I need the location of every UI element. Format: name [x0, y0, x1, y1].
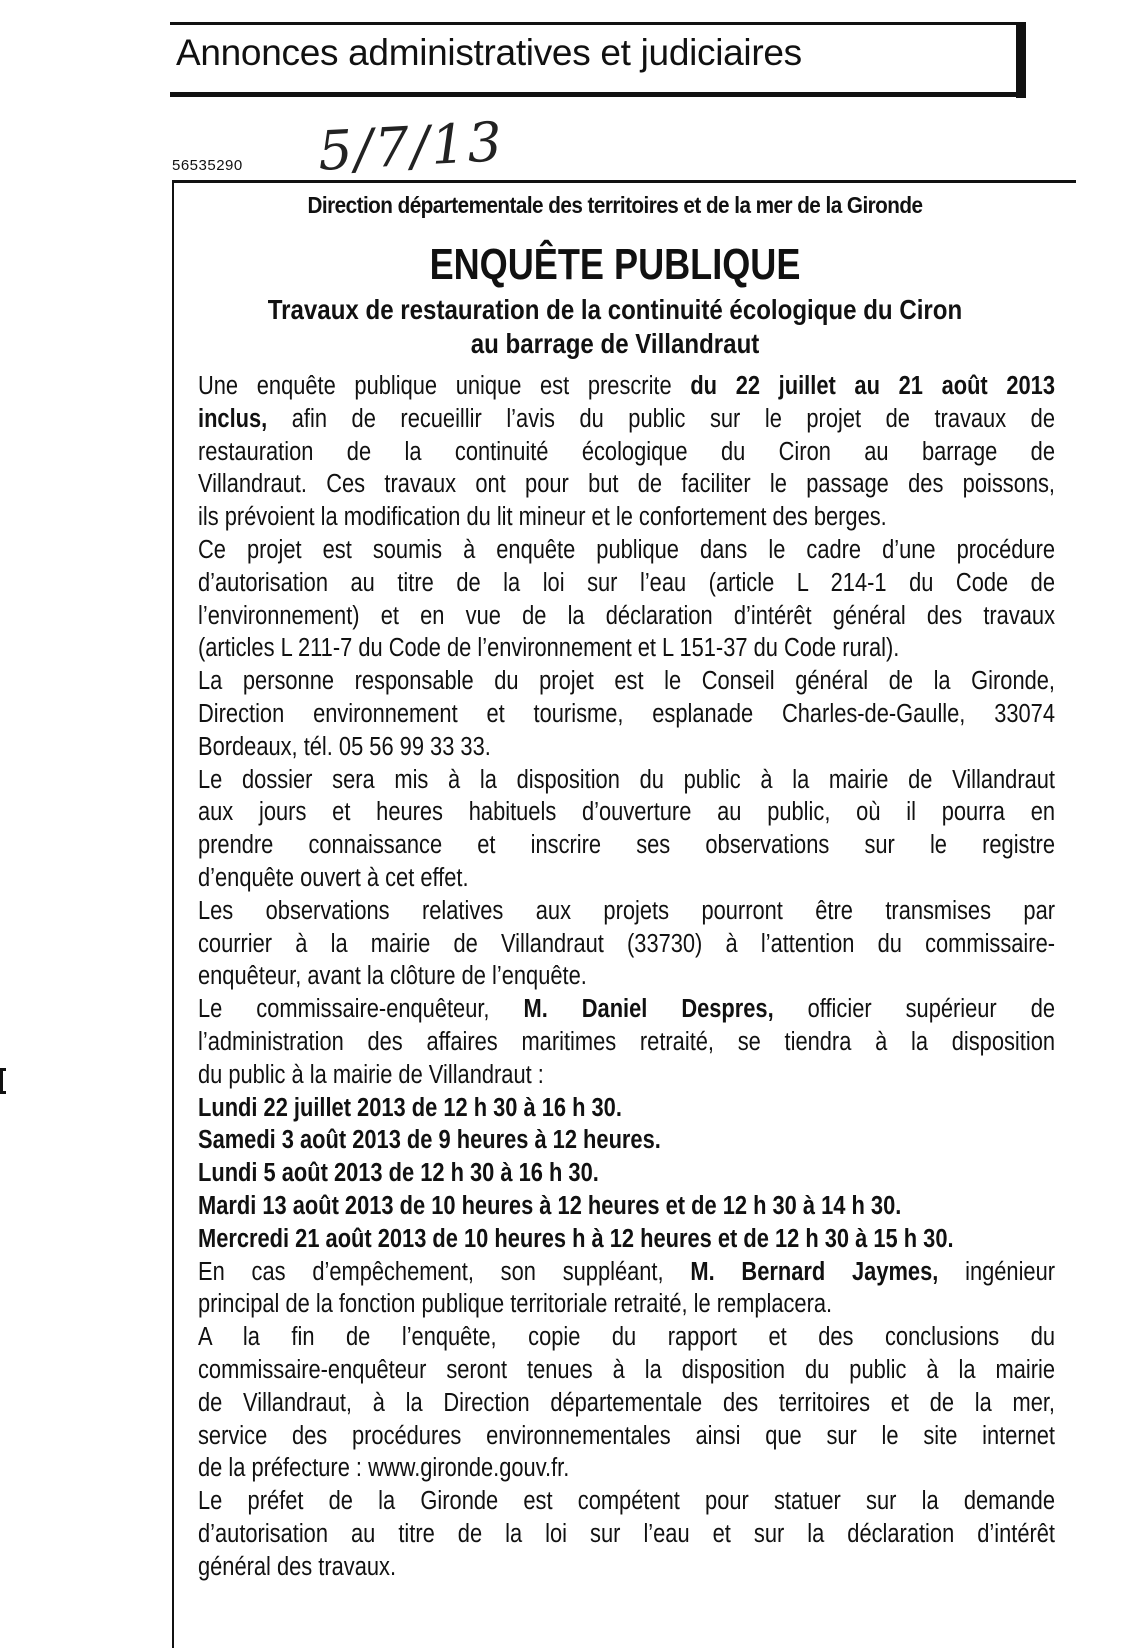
- paragraph-line: Villandraut. Ces travaux ont pour but de faciliter le passage des poissons,: [198, 470, 1055, 499]
- paragraph-line: général des travaux.: [198, 1552, 397, 1581]
- paragraph-line: aux jours et heures habituels d’ouverture au public, où il pourra en: [198, 798, 1055, 827]
- paragraph-line: Le préfet de la Gironde est compétent pour statuer sur la demande: [198, 1487, 1055, 1516]
- paragraph-line: A la fin de l’enquête, copie du rapport et des conclusions du: [198, 1323, 1055, 1352]
- paragraph-line: d’autorisation au titre de la loi sur l’eau (article L 214-1 du Code de: [198, 568, 1055, 597]
- schedule-entry: Lundi 22 juillet 2013 de 12 h 30 à 16 h 30.: [198, 1093, 622, 1122]
- paragraph-line: restauration de la continuité écologique du Ciron au barrage de: [198, 437, 1055, 466]
- paragraph-line: de Villandraut, à la Direction départementale des territoires et de la mer,: [198, 1388, 1055, 1417]
- section-title: Annonces administratives et judiciaires: [176, 32, 802, 73]
- paragraph-line: Le dossier sera mis à la disposition du public à la mairie de Villandraut: [198, 765, 1055, 794]
- paragraph-line: service des procédures environnementales ainsi que sur le site internet: [198, 1421, 1055, 1450]
- handwritten-date: 5/7/13: [316, 110, 506, 183]
- paragraph-line: du public à la mairie de Villandraut :: [198, 1060, 544, 1089]
- paragraph-line: Direction environnement et tourisme, esplanade Charles-de-Gaulle, 33074: [198, 699, 1055, 728]
- issuing-agency: Direction départementale des territoires et de la mer de la Gironde: [307, 192, 923, 218]
- reference-number: 56535290: [172, 157, 243, 174]
- notice-body: [198, 370, 1055, 1583]
- paragraph-line: prendre connaissance et inscrire ses observations sur le registre: [198, 831, 1055, 860]
- subtitle-line-1: Travaux de restauration de la continuité écologique du Ciron: [267, 294, 963, 325]
- paragraph-line: courrier à la mairie de Villandraut (33730) à l’attention du commissaire-: [198, 929, 1055, 958]
- paragraph-line: l’environnement) et en vue de la déclaration d’intérêt général des travaux: [198, 601, 1055, 630]
- scan-edge-mark: [0, 1068, 6, 1094]
- paragraph-line: [198, 370, 1055, 403]
- paragraph-line: [198, 1256, 1055, 1289]
- notice-title: ENQUÊTE PUBLIQUE: [429, 240, 801, 289]
- paragraph-line: commissaire-enquêteur seront tenues à la disposition du public à la mairie: [198, 1355, 1055, 1384]
- paragraph-line: principal de la fonction publique territoriale retraité, le remplacera.: [198, 1290, 833, 1319]
- paragraph-line: Les observations relatives aux projets pourront être transmises par: [198, 896, 1055, 925]
- paragraph-line: de la préfecture : www.gironde.gouv.fr.: [198, 1454, 570, 1483]
- subtitle-line-2: au barrage de Villandraut: [470, 328, 760, 359]
- inquiry-dates: du 22 juillet au 21 août 2013: [690, 372, 1055, 400]
- text-run: ingénieur: [938, 1257, 1056, 1286]
- text-run: Le commissaire-enquêteur,: [198, 995, 524, 1024]
- commissioner-name: M. Daniel Despres,: [523, 995, 774, 1024]
- paragraph-line: ils prévoient la modification du lit mineur et le confortement des berges.: [198, 503, 887, 532]
- paragraph-line: [198, 993, 1055, 1026]
- header-rule: [170, 92, 1026, 97]
- text-run: En cas d’empêchement, son suppléant,: [198, 1257, 691, 1286]
- paragraph-line: La personne responsable du projet est le Conseil général de la Gironde,: [198, 667, 1055, 696]
- paragraph-line: Bordeaux, tél. 05 56 99 33 33.: [198, 732, 491, 761]
- inquiry-dates-inclusive: inclus,: [198, 404, 268, 433]
- paragraph-line: d’enquête ouvert à cet effet.: [198, 863, 469, 892]
- schedule-entry: Mardi 13 août 2013 de 10 heures à 12 heures et de 12 h 30 à 14 h 30.: [198, 1191, 902, 1220]
- paragraph-line: Ce projet est soumis à enquête publique dans le cadre d’une procédure: [198, 535, 1055, 564]
- notice-subtitle: [241, 293, 989, 361]
- deputy-name: M. Bernard Jaymes,: [690, 1257, 939, 1286]
- text-run: officier supérieur de: [773, 995, 1056, 1024]
- schedule-entry: Mercredi 21 août 2013 de 10 heures h à 12 heures et de 12 h 30 à 15 h 30.: [198, 1224, 954, 1253]
- paragraph-line: [198, 403, 1055, 436]
- text-run: Une enquête publique unique est prescrite: [198, 372, 691, 400]
- paragraph-line: enquêteur, avant la clôture de l’enquête.: [198, 962, 587, 991]
- text-run: afin de recueillir l’avis du public sur le projet de travaux de: [267, 404, 1056, 433]
- schedule-entry: Samedi 3 août 2013 de 9 heures à 12 heures.: [198, 1126, 661, 1155]
- paragraph-line: (articles L 211-7 du Code de l’environnement et L 151-37 du Code rural).: [198, 634, 900, 663]
- schedule-entry: Lundi 5 août 2013 de 12 h 30 à 16 h 30.: [198, 1159, 599, 1188]
- paragraph-line: d’autorisation au titre de la loi sur l’eau et sur la déclaration d’intérêt: [198, 1519, 1055, 1548]
- paragraph-line: l’administration des affaires maritimes retraité, se tiendra à la disposition: [198, 1027, 1055, 1056]
